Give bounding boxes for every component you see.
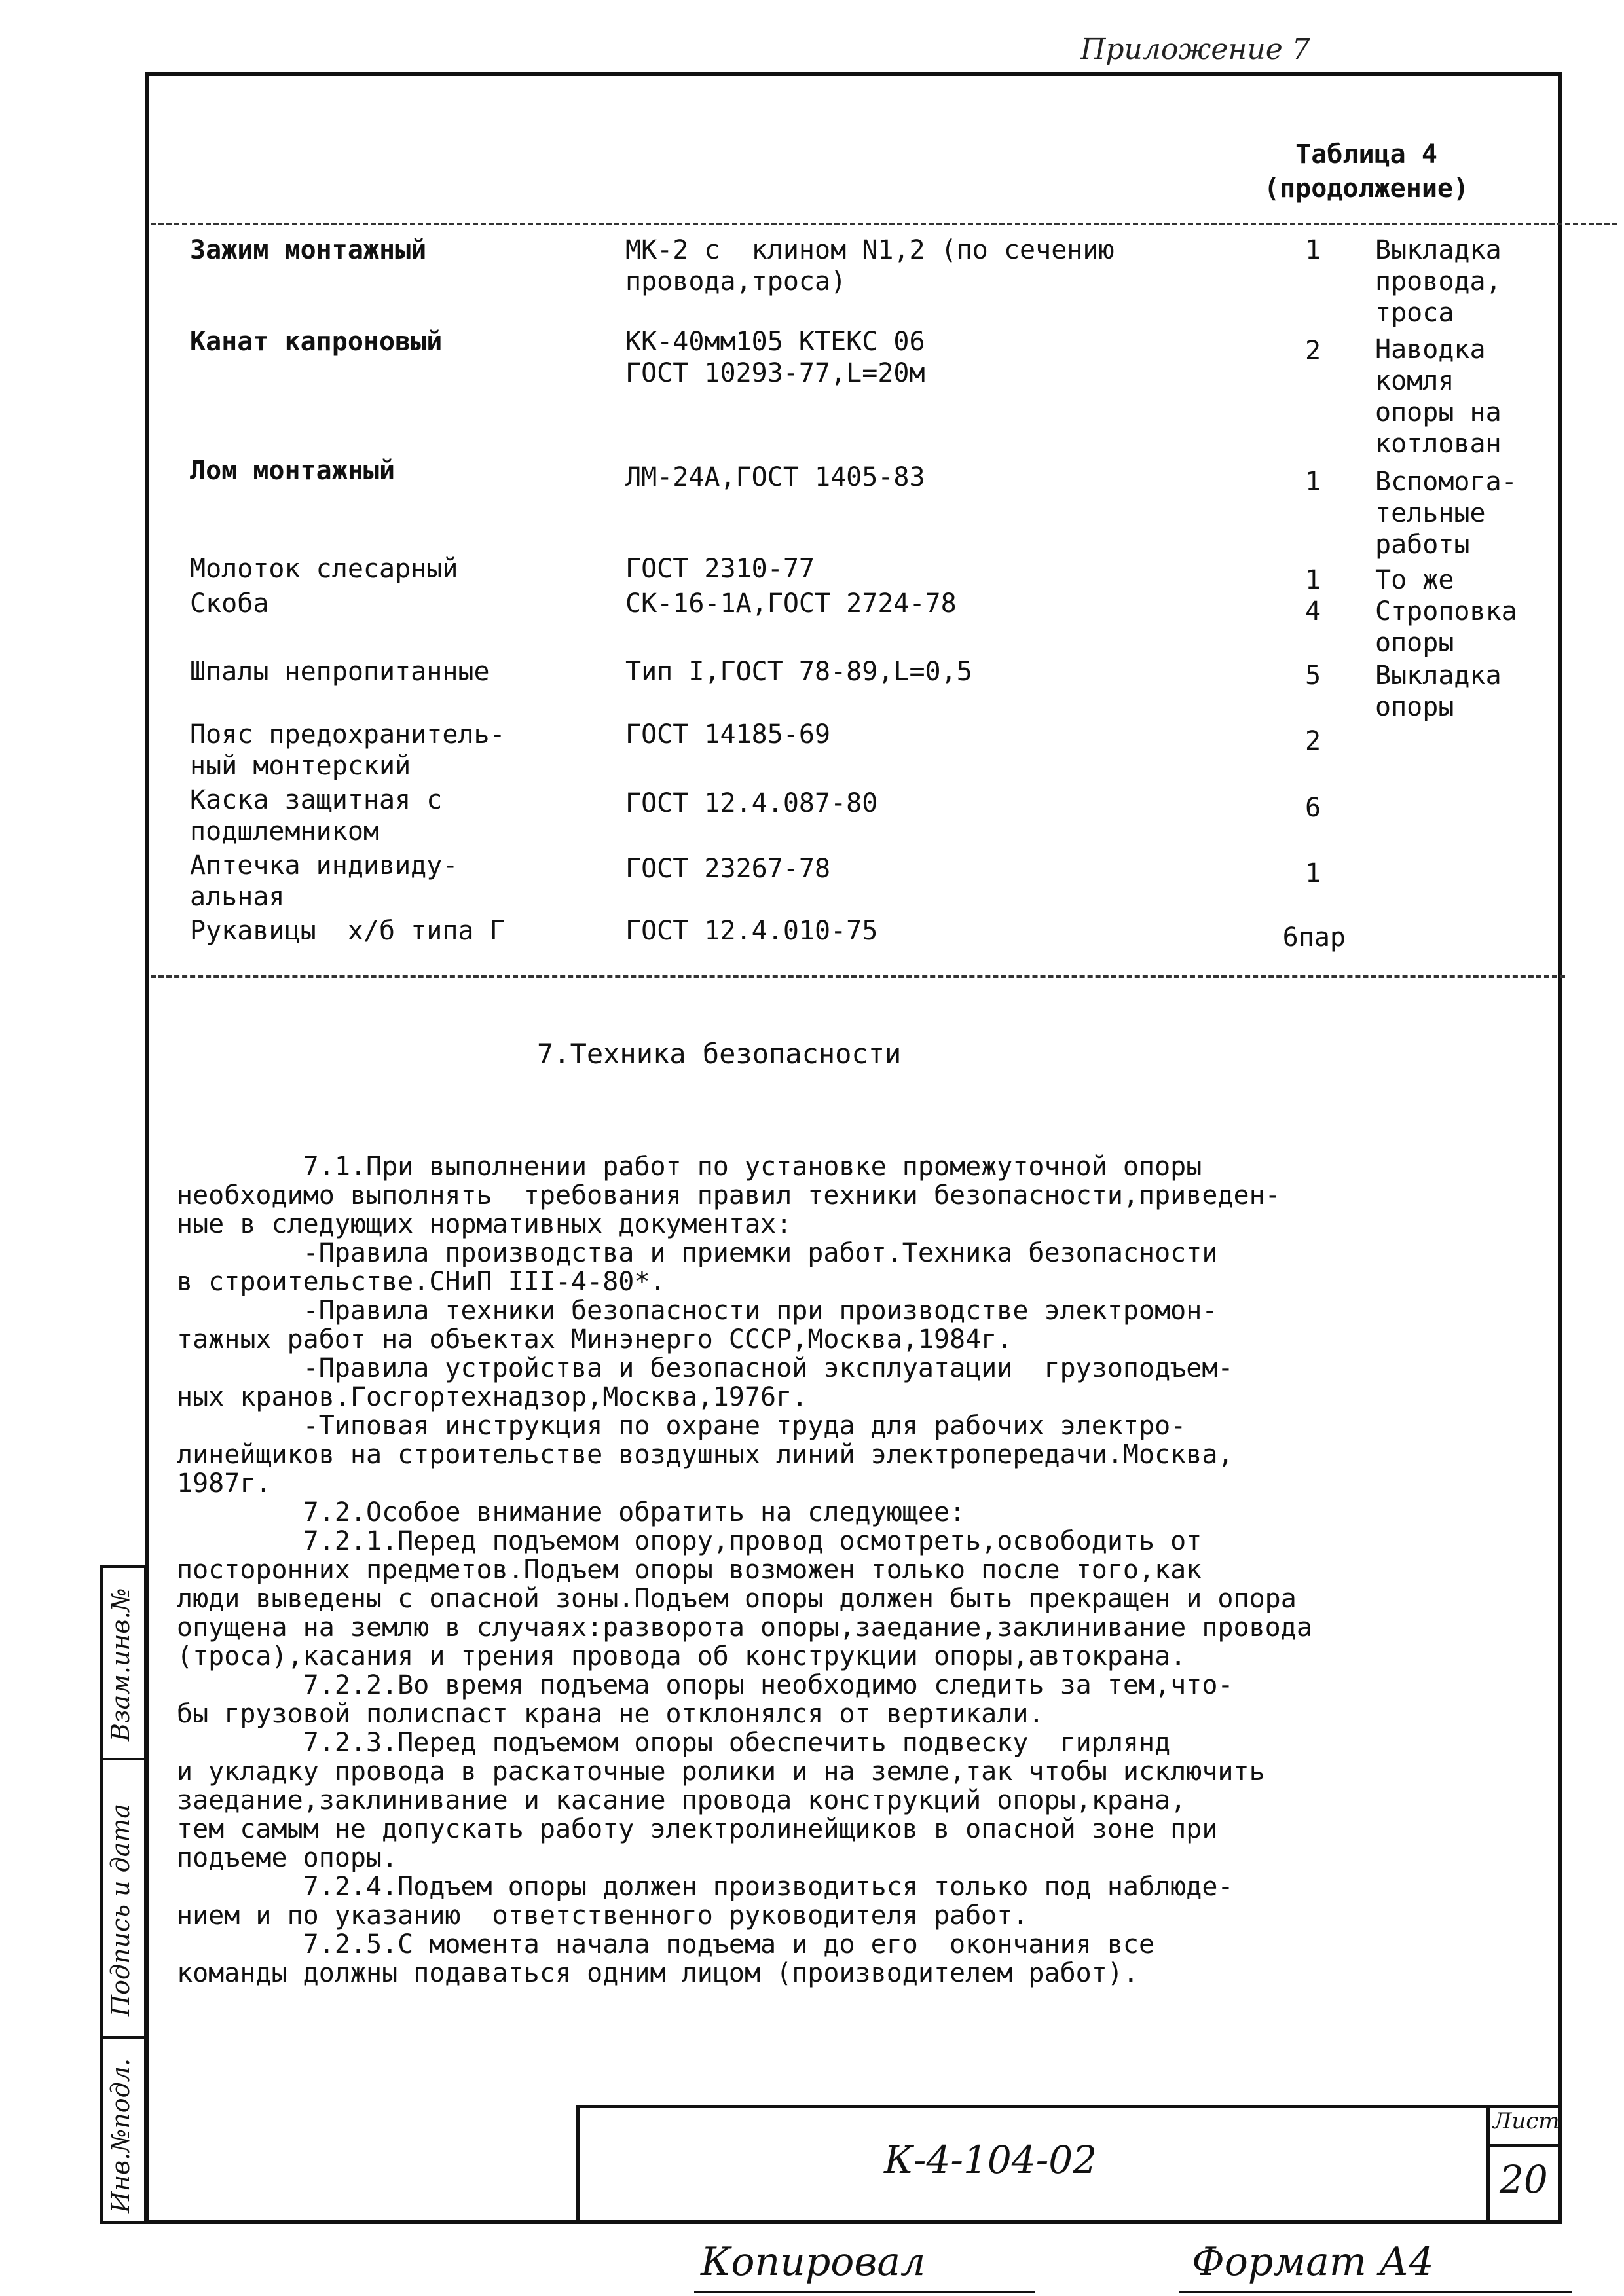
table-cell-qty: 6пар	[1282, 922, 1346, 953]
table-cell-spec: ГОСТ 14185-69	[625, 720, 831, 750]
sheet-cell-border	[1486, 2105, 1490, 2224]
table-cell-qty: 5	[1304, 661, 1321, 691]
table-cell-name: Пояс предохранитель- ный монтерский	[190, 720, 506, 781]
sheet-cell-divider	[1486, 2144, 1562, 2147]
table-cell-spec: ГОСТ 23267-78	[625, 854, 831, 884]
text-line: и укладку провода в раскаточные ролики и на земле,так чтобы исключить	[177, 1757, 1265, 1787]
table-cell-name: Молоток слесарный	[190, 554, 458, 584]
table-title	[1264, 137, 1469, 206]
table-cell-purpose: Выкладка провода, троса	[1375, 235, 1502, 328]
text-line: команды должны подаваться одним лицом (производителем работ).	[177, 1958, 1139, 1988]
sheet-label: Лист	[1493, 2108, 1560, 2134]
table-title-line1: Таблица 4	[1295, 139, 1437, 170]
table-cell-spec: ГОСТ 2310-77	[625, 554, 815, 584]
table-cell-name: Рукавицы х/б типа Г	[190, 916, 506, 946]
table-cell-qty: 4	[1304, 596, 1321, 627]
text-line: бы грузовой полиспаст крана не отклонялся от вертикали.	[177, 1699, 1044, 1729]
table-cell-purpose: Выкладка опоры	[1375, 661, 1502, 722]
sheet-number: 20	[1500, 2157, 1548, 2202]
table-cell-spec: СК-16-1А,ГОСТ 2724-78	[625, 589, 957, 619]
table-cell-qty: 1	[1304, 235, 1321, 265]
document-code: К-4-104-02	[884, 2138, 1098, 2182]
table-title-line2: (продолжение)	[1264, 173, 1469, 204]
table-cell-purpose: Строповка опоры	[1375, 596, 1517, 658]
side-strip-divider	[100, 2036, 145, 2039]
table-cell-purpose: То же	[1375, 565, 1454, 595]
text-line: посторонних предметов.Подъем опоры возможен только после того,как	[177, 1555, 1202, 1585]
copied-underline	[694, 2291, 1035, 2293]
text-line: тажных работ на объектах Минэнерго СССР,Москва,1984г.	[177, 1324, 1013, 1355]
table-cell-qty: 6	[1304, 793, 1321, 823]
text-line: 7.2.Особое внимание обратить на следующее:	[177, 1497, 966, 1527]
table-cell-name: Каска защитная с подшлемником	[190, 785, 443, 847]
safety-text	[177, 1152, 1559, 1988]
table-cell-qty: 1	[1304, 565, 1321, 595]
text-line: -Правила техники безопасности при производстве электромон-	[177, 1296, 1218, 1326]
table-cell-purpose: Вспомога- тельные работы	[1375, 467, 1517, 560]
table-top-rule	[151, 223, 1617, 225]
table-cell-name: Скоба	[190, 589, 269, 619]
table-bottom-rule	[151, 975, 1565, 978]
table-cell-name: Аптечка индивиду- альная	[190, 850, 458, 912]
text-line: опущена на землю в случаях:разворота опоры,заедание,заклинивание провода	[177, 1613, 1312, 1643]
text-line: тем самым не допускать работу электролинейщиков в опасной зоне при	[177, 1814, 1218, 1844]
side-strip-inner-line	[144, 1565, 147, 2224]
table-cell-spec: МК-2 с клином N1,2 (по сечению провода,троса)	[625, 235, 1115, 297]
table-cell-purpose: Наводка комля опоры на котлован	[1375, 335, 1502, 459]
table-cell-qty: 1	[1304, 858, 1321, 888]
text-line: -Правила производства и приемки работ.Техника безопасности	[177, 1238, 1218, 1268]
text-line: 7.2.5.С момента начала подъема и до его окончания все	[177, 1929, 1155, 1959]
vzam-inv-label: Взам.инв.№	[106, 1588, 135, 1741]
format-label: Формат А4	[1192, 2239, 1434, 2285]
side-strip-divider	[100, 1758, 145, 1760]
table-cell-spec: Тип I,ГОСТ 78-89,L=0,5	[625, 657, 972, 687]
text-line: в строительстве.СНиП III-4-80*.	[177, 1267, 666, 1297]
table-cell-qty: 2	[1304, 336, 1321, 366]
section-title: 7.Техника безопасности	[537, 1038, 902, 1070]
table-cell-name: Канат капроновый	[190, 327, 443, 357]
text-line: ных кранов.Госгортехнадзор,Москва,1976г.	[177, 1382, 808, 1412]
inv-number-label: Инв.№подл.	[106, 2058, 135, 2213]
table-cell-name: Шпалы непропитанные	[190, 657, 490, 687]
table-cell-name: Зажим монтажный	[190, 235, 427, 265]
text-line: -Типовая инструкция по охране труда для рабочих электро-	[177, 1411, 1187, 1441]
sign-date-label: Подпись и дата	[106, 1803, 135, 2016]
text-line: 7.2.2.Во время подъема опоры необходимо следить за тем,что-	[177, 1670, 1234, 1700]
format-underline	[1179, 2291, 1572, 2293]
text-line: 7.2.4.Подъем опоры должен производиться только под наблюде-	[177, 1872, 1234, 1902]
table-cell-name: Лом монтажный	[190, 456, 396, 486]
text-line: ные в следующих нормативных документах:	[177, 1209, 792, 1239]
text-line: люди выведены с опасной зоны.Подъем опоры должен быть прекращен и опора	[177, 1584, 1297, 1614]
text-line: -Правила устройства и безопасной эксплуатации грузоподъем-	[177, 1353, 1234, 1383]
table-cell-spec: КК-40мм105 КТЕКС 06 ГОСТ 10293-77,L=20м	[625, 327, 925, 388]
text-line: 7.2.1.Перед подъемом опору,провод осмотреть,освободить от	[177, 1526, 1202, 1556]
table-cell-spec: ЛМ-24А,ГОСТ 1405-83	[625, 462, 925, 492]
table-cell-qty: 2	[1304, 726, 1321, 756]
text-line: нием и по указанию ответственного руководителя работ.	[177, 1901, 1029, 1931]
text-line: 7.1.При выполнении работ по установке промежуточной опоры	[177, 1152, 1202, 1182]
text-line: 1987г.	[177, 1468, 272, 1499]
text-line: (троса),касания и трения провода об конструкции опоры,автокрана.	[177, 1641, 1187, 1671]
stamp-top-line	[576, 2105, 1562, 2108]
text-line: заедание,заклинивание и касание провода конструкций опоры,крана,	[177, 1785, 1187, 1815]
top-note: Приложение 7	[1080, 33, 1310, 66]
table-cell-spec: ГОСТ 12.4.087-80	[625, 788, 878, 818]
text-line: линейщиков на строительстве воздушных линий электропередачи.Москва,	[177, 1440, 1234, 1470]
table-cell-qty: 1	[1304, 467, 1321, 497]
text-line: 7.2.3.Перед подъемом опоры обеспечить подвеску гирлянд	[177, 1728, 1171, 1758]
text-line: необходимо выполнять требования правил техники безопасности,приведен-	[177, 1180, 1281, 1211]
stamp-left-line	[576, 2105, 580, 2224]
text-line: подъеме опоры.	[177, 1843, 398, 1873]
table-cell-spec: ГОСТ 12.4.010-75	[625, 916, 878, 946]
copied-label: Копировал	[701, 2239, 926, 2285]
